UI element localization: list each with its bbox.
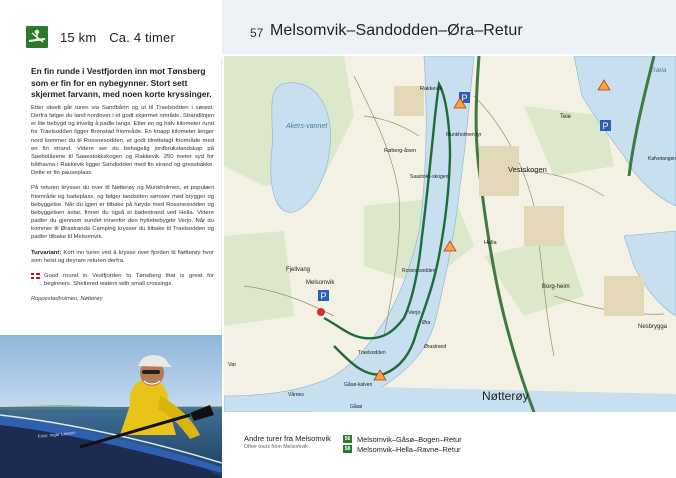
paragraph-1: Etter utsett går turen via Sandbånn og ut til Traelsodden i sørøst. Derfra følger du land nordover i et godt skjermet område. Strandlinjen er lite bebygd og trivelig å padle langs. Etter en og halv kilometer rund for Traelsodden ligger Bronstad friområde. En knapp kilometer lenger nord kommer du til Rossnesodden, et godt tilrettelagt friområde med en fin strand. Videre ser du behagelig jordbrukslandskap på Saebolåsene til Saaestokkskogen og Rakkevik. 250 meter syd for båthavna i Rakkevik ligger Sandodden med fin strand og gressbakke. Dette er fin pauseplass. [31,105,214,177]
map-label-vestskogen: Vestskogen [508,165,547,174]
map-label-varnes: Vårnes [288,392,304,398]
map-label-traela: Træla [650,67,667,74]
route-title: Melsomvik–Sandodden–Øra–Retur [270,22,523,39]
other-tour-item[interactable] [343,444,462,454]
map-label-var: Var [228,362,237,368]
other-tours-title: Andre turer fra Melsomvik [244,434,331,443]
map-label-kafvetangen: Kafvetangen [648,156,676,162]
map-label-notteroy: Nøtterøy [482,389,529,403]
map-label-rossnesodden: Rossnesodden [402,268,436,274]
uk-flag-icon [31,273,40,279]
map-label-hella: Hella [484,240,497,246]
map-label-nesbrygga: Nesbrygga [638,324,668,330]
english-text: Good round in Vestfjorden to Tønsberg that is great for beginners. Sheltered waters with small crossings. [44,272,214,287]
duration: Ca. 4 timer [109,30,175,45]
svg-text:P: P [320,291,327,301]
svg-text:P: P [461,93,468,103]
map-label-rakkevik: Rakkevik [420,86,443,92]
map-label-borgheim: Borg-heim [542,284,570,290]
tip [31,249,214,265]
tip-label: Turvariant: [31,249,62,256]
route-number: 57 [250,26,264,40]
other-tour-item[interactable] [343,434,462,444]
map-label-munkholmen: Munkholmen fyr [446,132,482,138]
map-label-gaasokalven: Gåsø-kalven [344,382,373,388]
route-number-badge: 58 [344,446,351,452]
map-label-traelsodden: Traelsodden [358,350,386,356]
map-label-teie: Teie [560,114,572,120]
map-label-gaaso: Gåsø [350,404,363,410]
route-meta [60,30,184,45]
description [31,104,214,310]
map-label-verjo: Verjo [408,310,421,316]
start-marker [317,308,325,316]
svg-text:P: P [602,121,609,131]
photo-credit: Foto: Ingar Lassen [37,430,76,439]
route-map [224,56,676,412]
map-label-akersvannet: Akers-vannet [286,123,328,130]
distance: 15 km [60,30,97,45]
paragraph-2: På returen krysser du over til Nøtterøy og Munkholmen, et populært friområde og badeplass, og følger landsiden sørover med brygger og bebyggelse. Når du igjen er tilbake på høyde med Rossnesodden og bebyggelsen avtar, finner du også ei badestrand ved Hella. Videre padler du gjennom sundet innenfor den hyttebebygde Verjo. Når du kommer til Ørastranda Camping krysser du tilbake til Traelsodden og padler tilbake til Melsomvik. [31,185,214,241]
other-tours-list [343,434,462,454]
map-label-ora: Øra [422,320,431,326]
kayak-icon [26,26,48,48]
map-label-orastrand: Ørastrand [424,344,447,350]
map-label-melsomvik: Melsomvik [306,280,335,286]
kayaker-photo [0,335,222,478]
map-label-fjellvang: Fjellvang [286,267,311,273]
other-tours-subtitle: Other tours from Melsomvik [244,444,308,450]
intro-text: En fin runde i Vestfjorden inn mot Tønsberg som er fin for en nybegynner. Stort sett skjermet farvann, med noen korte kryssinger. [31,66,212,100]
photo-caption: Roppestadholmen, Nøtterøy [31,296,103,303]
route-number-badge: 56 [344,436,351,442]
map-label-roberg: Røberg-åsen [384,148,417,154]
other-tour-name: Melsomvik–Gåsø–Bogen–Retur [357,434,462,444]
other-tour-name: Melsomvik–Hella–Ravne–Retur [357,444,461,454]
map-label-saaestokk: Saastokk-skogen [410,174,449,180]
tip-text: Kort inn turen ved å krysse over fjorden til Nøtterøy hvor som helst og deyram returen derfra. [31,249,214,264]
english-summary [31,272,214,288]
